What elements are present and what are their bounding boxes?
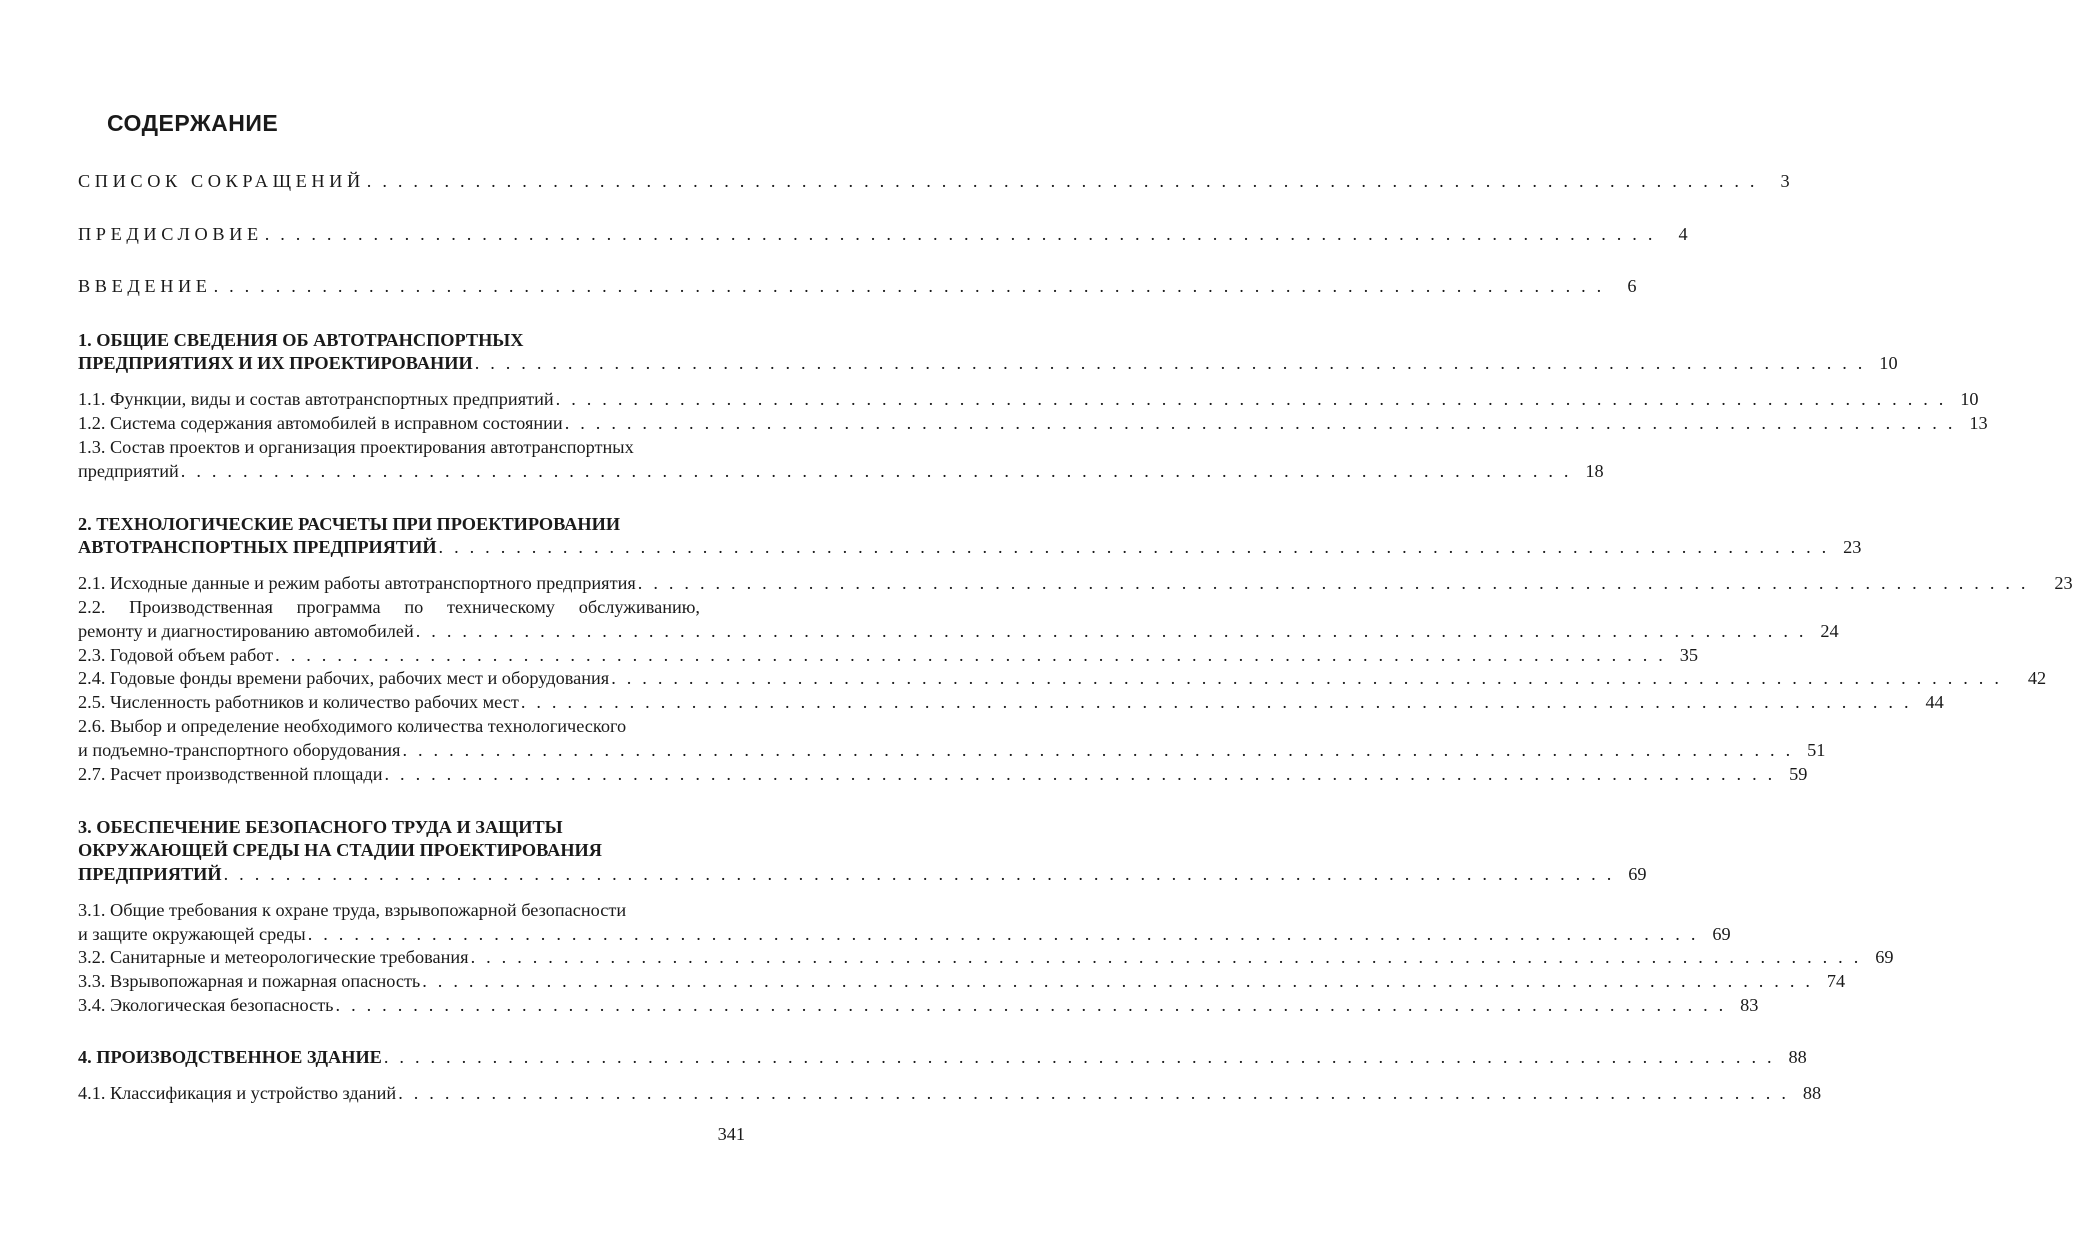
toc-entry-title: 2.1. Исходные данные и режим работы автотранспортного предприятия <box>78 573 636 593</box>
dot-leader: . . . . . . . . . . . . . . . . . . . . . . . . . . . . . . . . . . . . . . . . . . . . . . . . . . . . . . . . . . . . . . . . . . . . . . . . . . . . . . . . . . . . . . . . . . <box>275 645 1667 665</box>
toc-entry-title: ремонту и диагностированию автомобилей <box>78 621 414 641</box>
toc-page-number: 88 <box>1788 1047 1807 1067</box>
toc-entry-title: АВТОТРАНСПОРТНЫХ ПРЕДПРИЯТИЙ <box>78 537 437 557</box>
dot-leader: . . . . . . . . . . . . . . . . . . . . . . . . . . . . . . . . . . . . . . . . . . . . . . . . . . . . . . . . . . . . . . . . . . . . . . . . . . . . . . . . . . . . . . . . . . <box>335 995 1727 1015</box>
dot-leader: . . . . . . . . . . . . . . . . . . . . . . . . . . . . . . . . . . . . . . . . . . . . . . . . . . . . . . . . . . . . . . . . . . . . . . . . . . . . . . . . . . . . . . . . . . <box>264 224 1656 244</box>
toc-entry-title: 3.4. Экологическая безопасность <box>78 995 334 1015</box>
toc-entry-title: 1. ОБЩИЕ СВЕДЕНИЯ ОБ АВТОТРАНСПОРТНЫХ <box>78 330 524 350</box>
toc-chapter-2-line-1[interactable] <box>78 512 745 536</box>
toc-page-number: 88 <box>1802 1083 1822 1103</box>
toc-entry-title: и подъемно-транспортного оборудования <box>78 740 401 760</box>
toc-section-2-7[interactable] <box>78 762 1808 786</box>
toc-section-3-2[interactable] <box>78 945 1894 969</box>
toc-entry-abbreviations[interactable] <box>78 169 1790 193</box>
toc-page-number: 69 <box>1712 924 1731 944</box>
toc-section-1-2[interactable] <box>78 411 1988 435</box>
toc-entry-title: ПРЕДИСЛОВИЕ <box>78 224 263 244</box>
page-title: СОДЕРЖАНИЕ <box>107 110 279 136</box>
dot-leader: . . . . . . . . . . . . . . . . . . . . . . . . . . . . . . . . . . . . . . . . . . . . . . . . . . . . . . . . . . . . . . . . . . . . . . . . . . . . . . . . . . . . . . . . . . <box>637 573 2029 593</box>
dot-leader: . . . . . . . . . . . . . . . . . . . . . . . . . . . . . . . . . . . . . . . . . . . . . . . . . . . . . . . . . . . . . . . . . . . . . . . . . . . . . . . . . . . . . . . . . . <box>474 353 1866 373</box>
toc-section-1-3-line-2[interactable] <box>78 459 1604 483</box>
toc-entry-title: ПРЕДПРИЯТИЯХ И ИХ ПРОЕКТИРОВАНИИ <box>78 353 473 373</box>
toc-page-number: 69 <box>1628 864 1647 884</box>
toc-page-number: 44 <box>1925 692 1944 712</box>
toc-section-3-1-line-1[interactable] <box>78 898 745 922</box>
toc-section-1-1[interactable] <box>78 387 1979 411</box>
dot-leader: . . . . . . . . . . . . . . . . . . . . . . . . . . . . . . . . . . . . . . . . . . . . . . . . . . . . . . . . . . . . . . . . . . . . . . . . . . . . . . . . . . . . . . . . . . <box>520 692 1912 712</box>
dot-leader: . . . . . . . . . . . . . . . . . . . . . . . . . . . . . . . . . . . . . . . . . . . . . . . . . . . . . . . . . . . . . . . . . . . . . . . . . . . . . . . . . . . . . . . . . . <box>180 461 1572 481</box>
toc-entry-title: предприятий <box>78 461 179 481</box>
toc-entry-title: 1.3. Состав проектов и организация проектирования автотранспортных <box>78 437 634 457</box>
toc-entry-title: 1.2. Система содержания автомобилей в исправном состоянии <box>78 413 563 433</box>
toc-section-2-3[interactable] <box>78 643 1699 667</box>
toc-entry-title: ВВЕДЕНИЕ <box>78 276 212 296</box>
toc-page-number: 83 <box>1740 995 1759 1015</box>
toc-section-2-5[interactable] <box>78 690 1944 714</box>
toc-chapter-3-line-2[interactable] <box>78 838 745 862</box>
toc-page-number: 18 <box>1585 461 1604 481</box>
toc-entry-title: 2.2. Производственная программа по техническому обслуживанию, <box>78 597 700 617</box>
toc-section-4-1[interactable] <box>78 1081 1822 1105</box>
toc-entry-title: СПИСОК СОКРАЩЕНИЙ <box>78 171 365 191</box>
toc-entry-title: ОКРУЖАЮЩЕЙ СРЕДЫ НА СТАДИИ ПРОЕКТИРОВАНИЯ <box>78 840 602 860</box>
toc-page-number: 24 <box>1820 621 1839 641</box>
dot-leader: . . . . . . . . . . . . . . . . . . . . . . . . . . . . . . . . . . . . . . . . . . . . . . . . . . . . . . . . . . . . . . . . . . . . . . . . . . . . . . . . . . . . . . . . . . <box>415 621 1807 641</box>
toc-page-number: 13 <box>1969 413 1988 433</box>
toc-chapter-4[interactable] <box>78 1045 1807 1069</box>
toc-page-number: 3 <box>1780 171 1790 191</box>
toc-entry-title: 2.6. Выбор и определение необходимого количества технологического <box>78 716 627 736</box>
toc-entry-preface[interactable] <box>78 222 1688 246</box>
toc-chapter-1-line-2[interactable] <box>78 351 1898 375</box>
toc-entry-title: 2.3. Годовой объем работ <box>78 645 274 665</box>
toc-entry-introduction[interactable] <box>78 274 1637 298</box>
toc-page-number: 4 <box>1678 224 1688 244</box>
toc-section-2-2-line-2[interactable] <box>78 619 1839 643</box>
toc-page-number: 23 <box>2054 573 2073 593</box>
toc-entry-title: и защите окружающей среды <box>78 924 306 944</box>
dot-leader: . . . . . . . . . . . . . . . . . . . . . . . . . . . . . . . . . . . . . . . . . . . . . . . . . . . . . . . . . . . . . . . . . . . . . . . . . . . . . . . . . . . . . . . . . . <box>384 764 1776 784</box>
toc-page-number: 35 <box>1679 645 1699 665</box>
toc-entry-title: 3.3. Взрывопожарная и пожарная опасность <box>78 971 421 991</box>
toc-section-3-4[interactable] <box>78 993 1759 1017</box>
toc-section-1-3-line-1[interactable] <box>78 435 745 459</box>
toc-section-3-3[interactable] <box>78 969 1846 993</box>
dot-leader: . . . . . . . . . . . . . . . . . . . . . . . . . . . . . . . . . . . . . . . . . . . . . . . . . . . . . . . . . . . . . . . . . . . . . . . . . . . . . . . . . . . . . . . . . . <box>223 864 1615 884</box>
dot-leader: . . . . . . . . . . . . . . . . . . . . . . . . . . . . . . . . . . . . . . . . . . . . . . . . . . . . . . . . . . . . . . . . . . . . . . . . . . . . . . . . . . . . . . . . . . <box>611 668 2003 688</box>
toc-page-number: 69 <box>1875 947 1894 967</box>
toc-page-number: 6 <box>1627 276 1637 296</box>
toc-section-2-6-line-1[interactable] <box>78 714 745 738</box>
toc-entry-title: 4.1. Классификация и устройство зданий <box>78 1083 397 1103</box>
toc-chapter-1-line-1[interactable] <box>78 328 745 352</box>
toc-section-2-6-line-2[interactable] <box>78 738 1826 762</box>
toc-entry-title: 3.2. Санитарные и метеорологические требования <box>78 947 469 967</box>
page-number: 341 <box>717 1124 745 1144</box>
dot-leader: . . . . . . . . . . . . . . . . . . . . . . . . . . . . . . . . . . . . . . . . . . . . . . . . . . . . . . . . . . . . . . . . . . . . . . . . . . . . . . . . . . . . . . . . . . <box>470 947 1862 967</box>
dot-leader: . . . . . . . . . . . . . . . . . . . . . . . . . . . . . . . . . . . . . . . . . . . . . . . . . . . . . . . . . . . . . . . . . . . . . . . . . . . . . . . . . . . . . . . . . . <box>398 1083 1790 1103</box>
dot-leader: . . . . . . . . . . . . . . . . . . . . . . . . . . . . . . . . . . . . . . . . . . . . . . . . . . . . . . . . . . . . . . . . . . . . . . . . . . . . . . . . . . . . . . . . . . <box>402 740 1794 760</box>
toc-page-number: 59 <box>1789 764 1808 784</box>
dot-leader: . . . . . . . . . . . . . . . . . . . . . . . . . . . . . . . . . . . . . . . . . . . . . . . . . . . . . . . . . . . . . . . . . . . . . . . . . . . . . . . . . . . . . . . . . . <box>564 413 1956 433</box>
toc-page-number: 10 <box>1879 353 1898 373</box>
toc-page-number: 42 <box>2027 668 2047 688</box>
dot-leader: . . . . . . . . . . . . . . . . . . . . . . . . . . . . . . . . . . . . . . . . . . . . . . . . . . . . . . . . . . . . . . . . . . . . . . . . . . . . . . . . . . . . . . . . . . <box>438 537 1830 557</box>
dot-leader: . . . . . . . . . . . . . . . . . . . . . . . . . . . . . . . . . . . . . . . . . . . . . . . . . . . . . . . . . . . . . . . . . . . . . . . . . . . . . . . . . . . . . . . . . . <box>366 171 1758 191</box>
toc-page-number: 23 <box>1843 537 1862 557</box>
toc-page-number: 10 <box>1960 389 1979 409</box>
toc-section-2-1[interactable] <box>78 571 2073 595</box>
toc-entry-title: 2.7. Расчет производственной площади <box>78 764 383 784</box>
toc-chapter-2-line-2[interactable] <box>78 535 1862 559</box>
toc-entry-title: 3.1. Общие требования к охране труда, взрывопожарной безопасности <box>78 900 627 920</box>
toc-entry-title: 2.5. Численность работников и количество рабочих мест <box>78 692 519 712</box>
toc-section-3-1-line-2[interactable] <box>78 922 1731 946</box>
toc-section-2-2-line-1[interactable] <box>78 595 745 619</box>
toc-entry-title: 3. ОБЕСПЕЧЕНИЕ БЕЗОПАСНОГО ТРУДА И ЗАЩИТЫ <box>78 817 563 837</box>
dot-leader: . . . . . . . . . . . . . . . . . . . . . . . . . . . . . . . . . . . . . . . . . . . . . . . . . . . . . . . . . . . . . . . . . . . . . . . . . . . . . . . . . . . . . . . . . . <box>383 1047 1775 1067</box>
toc-entry-title: 2. ТЕХНОЛОГИЧЕСКИЕ РАСЧЕТЫ ПРИ ПРОЕКТИРОВАНИИ <box>78 514 621 534</box>
toc-entry-title: 4. ПРОИЗВОДСТВЕННОЕ ЗДАНИЕ <box>78 1047 382 1067</box>
dot-leader: . . . . . . . . . . . . . . . . . . . . . . . . . . . . . . . . . . . . . . . . . . . . . . . . . . . . . . . . . . . . . . . . . . . . . . . . . . . . . . . . . . . . . . . . . . <box>307 924 1699 944</box>
toc-chapter-3-line-1[interactable] <box>78 815 745 839</box>
toc-entry-title: 2.4. Годовые фонды времени рабочих, рабочих мест и оборудования <box>78 668 610 688</box>
toc-entry-title: 1.1. Функции, виды и состав автотранспортных предприятий <box>78 389 554 409</box>
dot-leader: . . . . . . . . . . . . . . . . . . . . . . . . . . . . . . . . . . . . . . . . . . . . . . . . . . . . . . . . . . . . . . . . . . . . . . . . . . . . . . . . . . . . . . . . . . <box>555 389 1947 409</box>
dot-leader: . . . . . . . . . . . . . . . . . . . . . . . . . . . . . . . . . . . . . . . . . . . . . . . . . . . . . . . . . . . . . . . . . . . . . . . . . . . . . . . . . . . . . . . . . . <box>422 971 1814 991</box>
toc-page-number: 51 <box>1807 740 1826 760</box>
toc-entry-title: ПРЕДПРИЯТИЙ <box>78 864 222 884</box>
toc-page-number: 74 <box>1826 971 1846 991</box>
toc-section-2-4[interactable] <box>78 666 2047 690</box>
toc-chapter-3-line-3[interactable] <box>78 862 1647 886</box>
dot-leader: . . . . . . . . . . . . . . . . . . . . . . . . . . . . . . . . . . . . . . . . . . . . . . . . . . . . . . . . . . . . . . . . . . . . . . . . . . . . . . . . . . . . . . . . . . <box>213 276 1605 296</box>
